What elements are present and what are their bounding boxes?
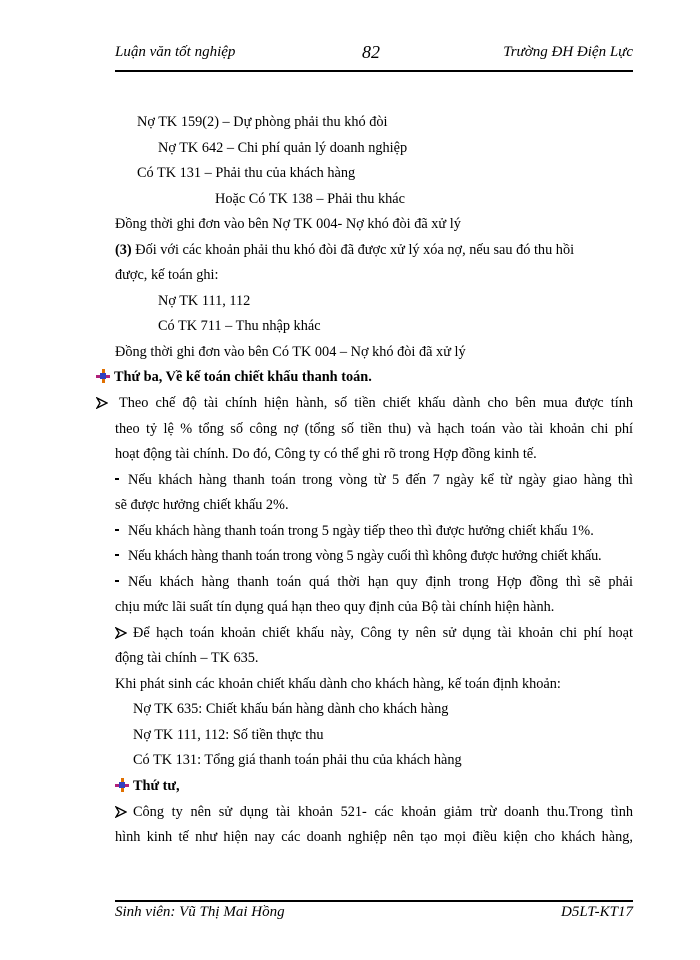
page-footer xyxy=(115,904,633,926)
page-number: 82 xyxy=(362,42,380,62)
paragraph-2-line-2: động tài chính – TK 635. xyxy=(115,650,259,666)
footer-divider xyxy=(115,900,633,902)
discount-rule-3: Nếu khách hàng thanh toán trong vòng 5 ngày cuối thì không được hưởng chiết khấu. xyxy=(128,548,602,564)
paragraph-1-line-3: hoạt động tài chính. Do đó, Công ty có thể ghi rõ trong Hợp đồng kinh tế. xyxy=(115,446,537,462)
entry-debit-159: Nợ TK 159(2) – Dự phòng phải thu khó đòi xyxy=(137,114,388,130)
discount-rule-1-line-1: Nếu khách hàng thanh toán trong vòng từ 5 đến 7 ngày kể từ ngày giao hàng thì xyxy=(128,472,633,488)
header-divider xyxy=(115,70,633,72)
page-header xyxy=(115,44,633,70)
entry-credit-711: Có TK 711 – Thu nhập khác xyxy=(158,318,321,334)
paragraph-1-line-2: theo tỷ lệ % tổng số công nợ (tổng số tiền thu) và hạch toán vào tài khoản chi phí xyxy=(115,421,633,437)
memo-credit-004: Đồng thời ghi đơn vào bên Có TK 004 – Nợ khó đòi đã xử lý xyxy=(115,344,466,360)
entry-debit-111: Nợ TK 111, 112 xyxy=(158,293,251,309)
entry-credit-138: Hoặc Có TK 138 – Phải thu khác xyxy=(215,191,405,207)
discount-rule-1-line-2: sẽ được hưởng chiết khấu 2%. xyxy=(115,497,289,513)
memo-debit-004: Đồng thời ghi đơn vào bên Nợ TK 004- Nợ khó đòi đã xử lý xyxy=(115,216,461,232)
footer-class-code: D5LT-KT17 xyxy=(561,904,633,920)
paragraph-1-line-1: Theo chế độ tài chính hiện hành, số tiền chiết khấu dành cho bên mua được tính xyxy=(119,395,633,411)
dash-bullet-icon xyxy=(115,470,127,490)
item-3-continuation: được, kế toán ghi: xyxy=(115,267,219,283)
dash-bullet-icon xyxy=(115,572,127,592)
entry-debit-635: Nợ TK 635: Chiết khấu bán hàng dành cho khách hàng xyxy=(133,701,449,717)
paragraph-4-line-1: Công ty nên sử dụng tài khoản 521- các khoản giảm trừ doanh thu.Trong tình xyxy=(133,804,633,820)
discount-rule-2: Nếu khách hàng thanh toán trong 5 ngày tiếp theo thì được hưởng chiết khấu 1%. xyxy=(128,523,594,539)
entry-credit-131-total: Có TK 131: Tổng giá thanh toán phải thu của khách hàng xyxy=(133,752,462,768)
dash-bullet-icon xyxy=(115,546,127,566)
arrow-bullet-icon xyxy=(115,802,133,822)
item-3-text: Đối với các khoản phải thu khó đòi đã được xử lý xóa nợ, nếu sau đó thu hồi xyxy=(131,242,575,258)
entry-debit-111-112: Nợ TK 111, 112: Số tiền thực thu xyxy=(133,727,324,743)
entry-debit-642: Nợ TK 642 – Chi phí quản lý doanh nghiệp xyxy=(158,140,408,156)
paragraph-4-line-2: hình kinh tế như hiện nay các doanh nghiệp nên tạo mọi điều kiện cho khách hàng, xyxy=(115,829,633,845)
header-institution: Trường ĐH Điện Lực xyxy=(503,44,633,60)
pointing-hand-icon xyxy=(96,369,110,383)
header-title: Luận văn tốt nghiệp xyxy=(115,44,236,60)
item-3-line xyxy=(115,240,574,260)
section-heading-3 xyxy=(96,367,372,387)
arrow-bullet-icon xyxy=(96,393,118,413)
discount-rule-4-line-1: Nếu khách hàng thanh toán quá thời hạn quy định trong Hợp đồng thì sẽ phải xyxy=(128,574,633,590)
section-heading-4-text: Thứ tư, xyxy=(133,778,180,794)
footer-student: Sinh viên: Vũ Thị Mai Hồng xyxy=(115,904,285,920)
section-heading-3-text: Thứ ba, Về kế toán chiết khấu thanh toán. xyxy=(114,369,372,385)
item-number: (3) xyxy=(115,242,132,258)
section-heading-4 xyxy=(115,776,180,796)
paragraph-3: Khi phát sinh các khoản chiết khấu dành cho khách hàng, kế toán định khoản: xyxy=(115,676,561,692)
arrow-bullet-icon xyxy=(115,623,133,643)
discount-rule-4-line-2: chịu mức lãi suất tín dụng quá hạn theo quy định của Bộ tài chính hiện hành. xyxy=(115,599,555,615)
pointing-hand-icon xyxy=(115,778,129,792)
paragraph-2-line-1: Để hạch toán khoản chiết khấu này, Công ty nên sử dụng tài khoản chi phí hoạt xyxy=(133,625,633,641)
entry-credit-131: Có TK 131 – Phải thu của khách hàng xyxy=(137,165,356,181)
dash-bullet-icon xyxy=(115,521,127,541)
